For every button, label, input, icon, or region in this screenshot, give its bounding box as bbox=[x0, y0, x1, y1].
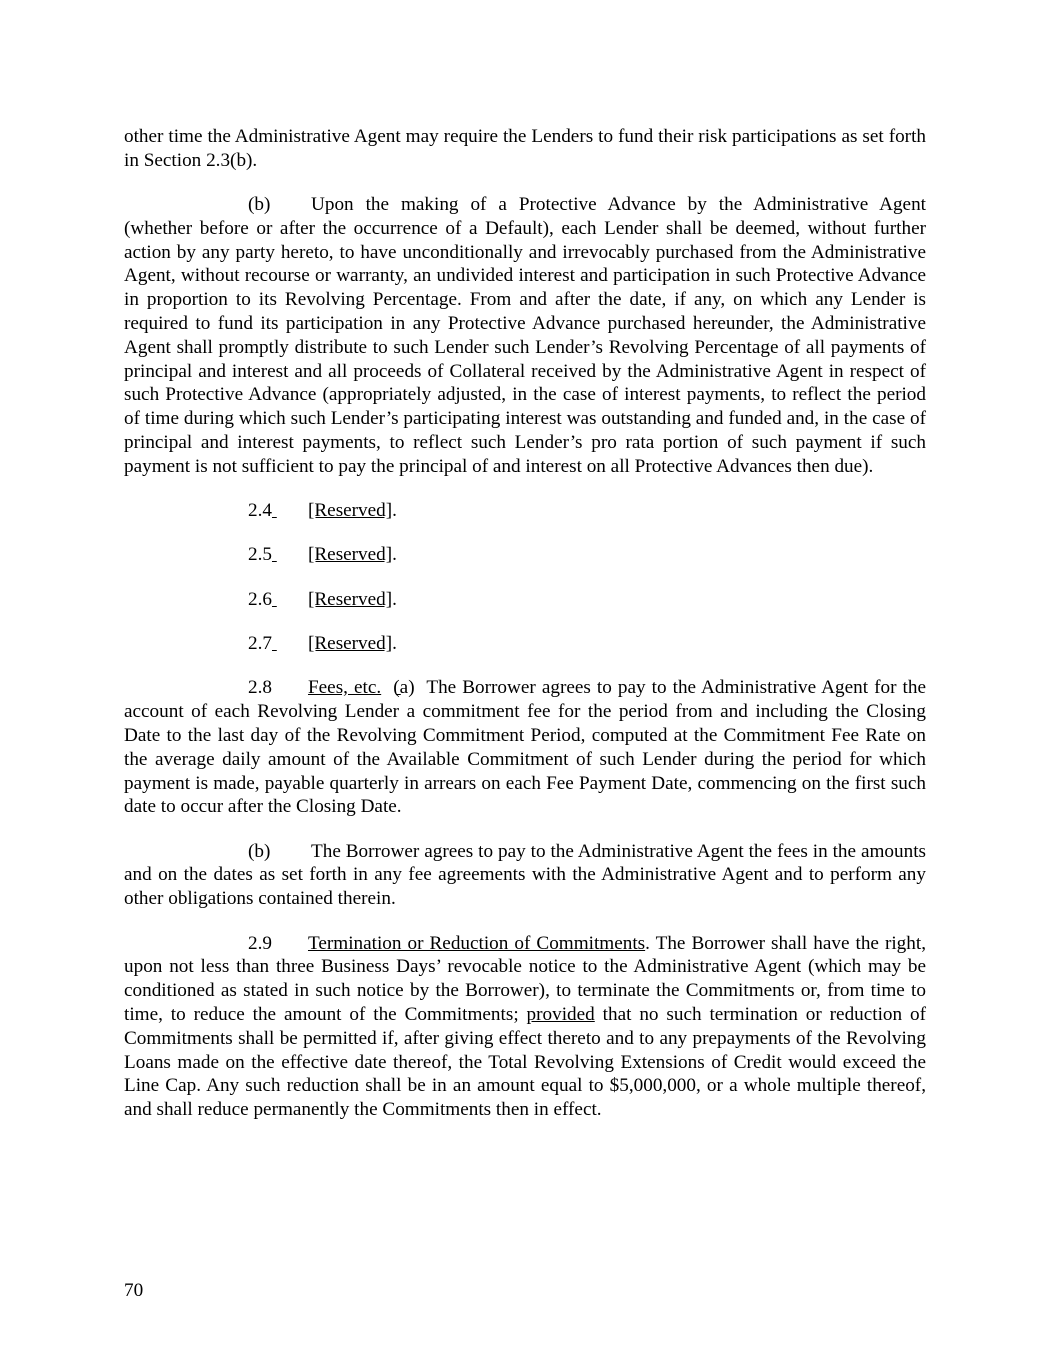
section-2-6 bbox=[124, 588, 926, 612]
page-number: 70 bbox=[124, 1280, 144, 1301]
section-title: [Reserved] bbox=[307, 544, 393, 566]
clause-label: (b) bbox=[248, 194, 271, 216]
section-number: 2.4 bbox=[248, 500, 272, 522]
section-title: Termination or Reduction of Commitments bbox=[307, 932, 646, 954]
section-number: 2.7 bbox=[248, 633, 272, 655]
section-number: 2.5 bbox=[248, 544, 272, 566]
document-body bbox=[124, 125, 931, 1142]
section-text: that no such termination or reduction of Commitments shall be permitted if, after giving effect thereto and to any prepayments of the Revolving Loans made on the effective date thereof, the Total Revolving Extensions of Credit would exceed the Line Cap. Any such reduction shall be in an amount equal to $5,000,000, or a whole multiple thereof, and shall reduce permanently the Commitments then in effect. bbox=[124, 1003, 926, 1121]
section-number: 2.8 bbox=[248, 677, 272, 699]
section-number: 2.6 bbox=[248, 588, 272, 610]
punctuation: . bbox=[392, 544, 397, 566]
clause-text: The Borrower agrees to pay to the Administrative Agent the fees in the amounts and on the dates as set forth in any fee agreements with the Administrative Agent and to perform any other obligations contained therein. bbox=[124, 840, 926, 910]
section-2-4 bbox=[124, 499, 926, 523]
section-title: Fees, etc. bbox=[307, 677, 382, 699]
paragraph-2-3-b bbox=[124, 193, 926, 479]
section-2-8-b bbox=[124, 840, 926, 911]
section-2-9 bbox=[124, 932, 926, 1122]
section-text: . The Borrower shall have the right, upon not less than three Business Days’ revocable notice to the Administrative Agent (which may be conditioned as stated in such notice by the Borrower), to terminate the Commitments or, from time to time, to reduce the amount of the Commitments; bbox=[124, 932, 926, 1025]
section-text: (a) The Borrower agrees to pay to the Administrative Agent for the account of each Revolving Lender a commitment fee for the period from and including the Closing Date to the last day of the Revolving Commitment Period, computed at the Commitment Fee Rate on the average daily amount of the Available Commitment of such Lender during the period for which payment is made, payable quarterly in arrears on each Fee Payment Date, commencing on the first such date to occur after the Closing Date. bbox=[124, 677, 931, 818]
punctuation: . bbox=[392, 588, 397, 610]
section-2-8 bbox=[124, 676, 931, 819]
punctuation: . bbox=[392, 633, 397, 655]
section-2-5 bbox=[124, 543, 926, 567]
section-title: [Reserved] bbox=[307, 500, 393, 522]
section-2-7 bbox=[124, 632, 926, 656]
provided-term: provided bbox=[526, 1003, 595, 1025]
clause-text: Upon the making of a Protective Advance by the Administrative Agent (whether before or after the occurrence of a Default), each Lender shall be deemed, without further action by any party hereto, to have unconditionally and irrevocably purchased from the Administrative Agent, without recourse or warranty, an undivided interest and participation in such Protective Advance in proportion to its Revolving Percentage. From and after the date, if any, on which any Lender is required to fund its participation in any Protective Advance purchased hereunder, the Administrative Agent shall promptly distribute to such Lender such Lender’s Revolving Percentage of all payments of principal and interest and all proceeds of Collateral received by the Administrative Agent in respect of such Protective Advance (appropriately adjusted, in the case of interest payments, to reflect the period of time during which such Lender’s participating interest was outstanding and funded and, in the case of principal and interest payments, to reflect such Lender’s pro rata portion of such payment if such payment is not sufficient to pay the principal of and interest on all Protective Advances then due). bbox=[124, 194, 926, 477]
paragraph-continuation: other time the Administrative Agent may require the Lenders to fund their risk participations as set forth in Section 2.3(b). bbox=[124, 126, 926, 171]
punctuation: . bbox=[392, 500, 397, 522]
clause-label: (b) bbox=[248, 840, 271, 862]
section-title: [Reserved] bbox=[307, 588, 393, 610]
section-title: [Reserved] bbox=[307, 633, 393, 655]
section-number: 2.9 bbox=[248, 932, 272, 954]
